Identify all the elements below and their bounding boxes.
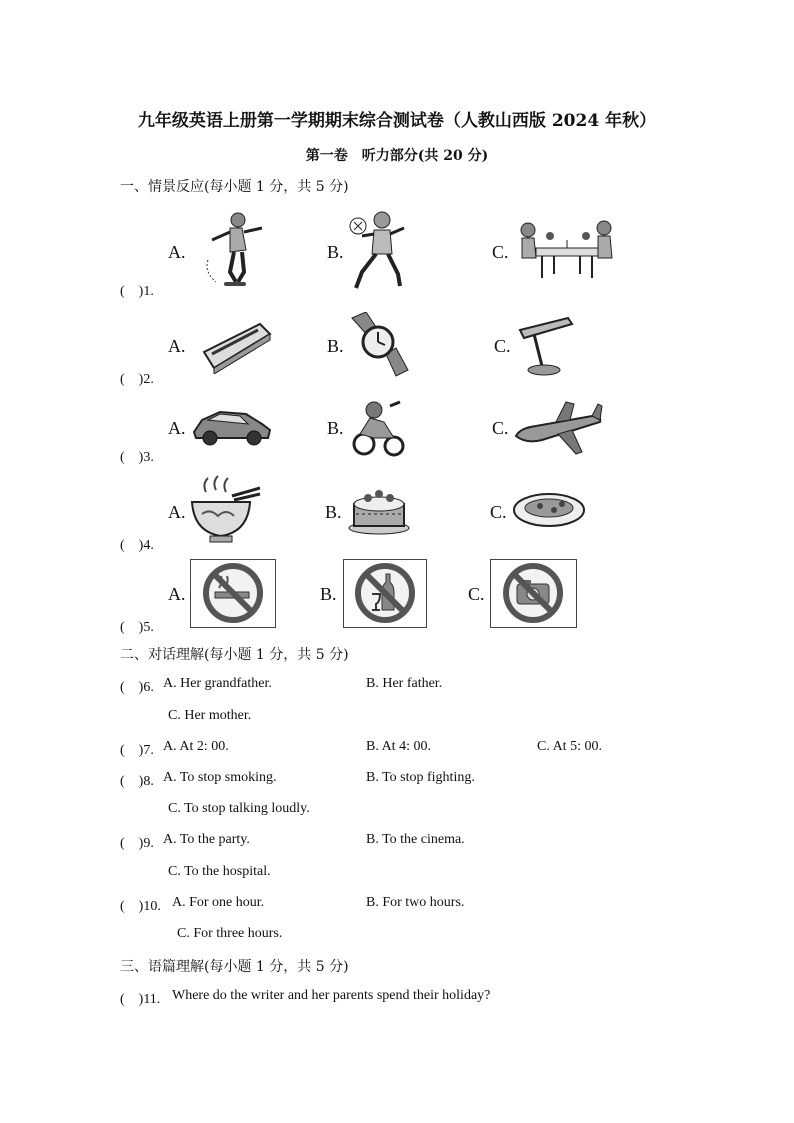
- q3-option-a: A.: [168, 418, 186, 438]
- desk-lamp-icon: [514, 316, 574, 378]
- car-icon: [192, 406, 272, 448]
- q9-option-c: C. To the hospital.: [168, 864, 271, 879]
- q2-option-a: A.: [168, 336, 186, 356]
- q10-option-b: B. For two hours.: [366, 895, 465, 910]
- q3-option-b: B.: [327, 418, 344, 438]
- q9-number: ( )9.: [120, 836, 154, 851]
- q5-number: ( )5.: [120, 620, 154, 635]
- skateboarding-boy-icon: [200, 210, 270, 290]
- ping-pong-players-icon: [514, 218, 618, 282]
- section1-heading: 一、情景反应(每小题 1 分，共 5 分): [120, 179, 349, 195]
- q8-option-b: B. To stop fighting.: [366, 770, 475, 785]
- q3-option-c: C.: [492, 418, 509, 438]
- cake-icon: [346, 482, 412, 536]
- no-photography-sign-icon: [490, 559, 577, 628]
- q10-option-c: C. For three hours.: [177, 926, 283, 941]
- q1-number: ( )1.: [120, 284, 154, 299]
- q4-option-b: B.: [325, 502, 342, 522]
- salad-plate-icon: [512, 488, 586, 528]
- q4-number: ( )4.: [120, 538, 154, 553]
- q5-option-a: A.: [168, 584, 186, 604]
- q1-option-b: B.: [327, 242, 344, 262]
- section3-heading: 三、语篇理解(每小题 1 分，共 5 分): [120, 959, 349, 975]
- no-alcohol-sign-icon: [343, 559, 427, 628]
- q2-option-c: C.: [494, 336, 511, 356]
- q8-option-c: C. To stop talking loudly.: [168, 801, 310, 816]
- motor-scooter-icon: [350, 398, 406, 458]
- q8-option-a: A. To stop smoking.: [163, 770, 277, 785]
- q1-option-a: A.: [168, 242, 186, 262]
- q7-number: ( )7.: [120, 743, 154, 758]
- q3-number: ( )3.: [120, 450, 154, 465]
- q7-option-c: C. At 5: 00.: [537, 739, 602, 754]
- q4-option-a: A.: [168, 502, 186, 522]
- q6-option-b: B. Her father.: [366, 676, 443, 691]
- pencil-case-icon: [200, 318, 272, 374]
- q11-text: Where do the writer and her parents spend their holiday?: [172, 988, 491, 1003]
- page-title: 九年级英语上册第一学期期末综合测试卷（人教山西版 2024 年秋）: [137, 111, 657, 131]
- q5-option-c: C.: [468, 584, 485, 604]
- part-subtitle: 第一卷 听力部分(共 20 分): [305, 148, 489, 164]
- q10-option-a: A. For one hour.: [172, 895, 265, 910]
- noodle-bowl-icon: [188, 474, 262, 546]
- q6-number: ( )6.: [120, 680, 154, 695]
- q6-option-a: A. Her grandfather.: [163, 676, 272, 691]
- q7-option-a: A. At 2: 00.: [163, 739, 229, 754]
- q5-option-b: B.: [320, 584, 337, 604]
- q4-option-c: C.: [490, 502, 507, 522]
- q6-option-c: C. Her mother.: [168, 708, 252, 723]
- q9-option-b: B. To the cinema.: [366, 832, 465, 847]
- q2-option-b: B.: [327, 336, 344, 356]
- soccer-boy-icon: [342, 208, 412, 294]
- q9-option-a: A. To the party.: [163, 832, 250, 847]
- section2-heading: 二、对话理解(每小题 1 分，共 5 分): [120, 647, 349, 663]
- airplane-icon: [512, 400, 604, 456]
- q8-number: ( )8.: [120, 774, 154, 789]
- q2-number: ( )2.: [120, 372, 154, 387]
- q1-option-c: C.: [492, 242, 509, 262]
- q10-number: ( )10.: [120, 899, 161, 914]
- wristwatch-icon: [348, 312, 410, 378]
- q7-option-b: B. At 4: 00.: [366, 739, 431, 754]
- q11-number: ( )11.: [120, 992, 161, 1007]
- no-smoking-sign-icon: [190, 559, 276, 628]
